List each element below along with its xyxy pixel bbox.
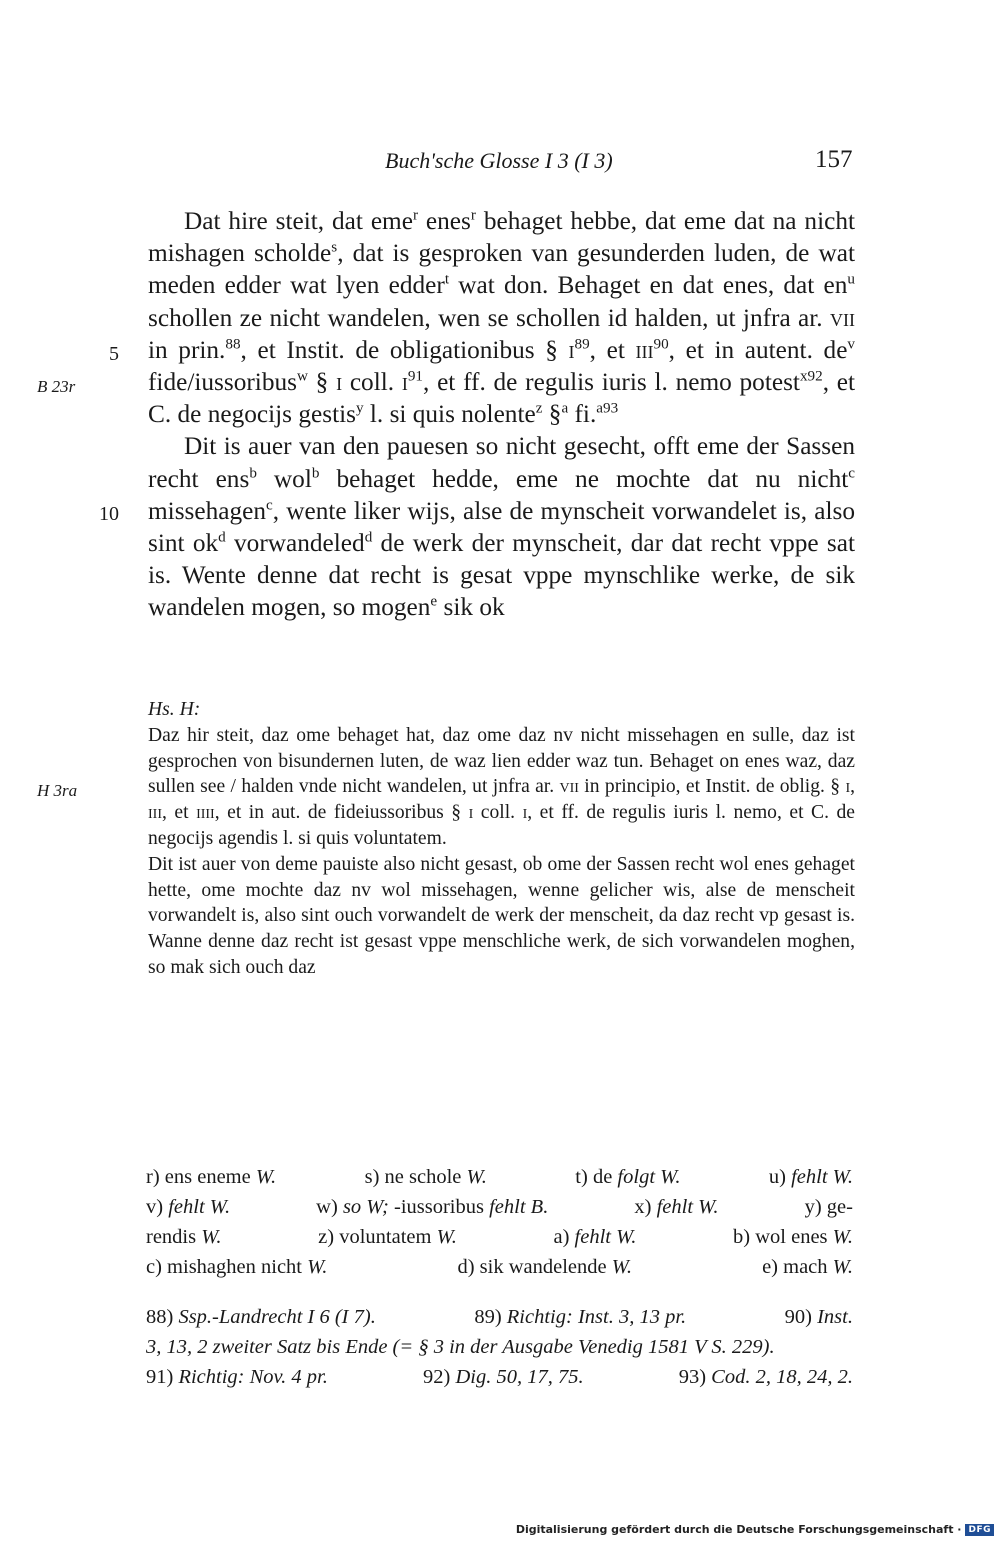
footnote-ref: a93 xyxy=(596,399,619,417)
main-text xyxy=(148,205,855,624)
main-paragraph-1: Dat hire steit, dat eme$^r$ enes$^r$ behaget hebbe, dat eme dat na nicht mishagen scholde$^s$, dat is gesproken van gesunderden luden, de wat meden edder wat lyen edder$^t$ wat don. Behaget en dat enes, dat $en^u$ schollen ze nicht wandelen, wen se schollen id halden, ut jnfra ar. vii in prin.$^{88}$, et Instit. de obligationibus § $i^{89}$, et iii$^{90}$, et in autent. $de^v$ fide/iussoribus$^w$ § i coll. $i^{91}$, et ff. de regulis iuris l. nemo potest$^{x92}$, et C. de negocijs gestis$^y$ l. si quis nolente$^z$ §$^a$ fi.$^{a93}$ xyxy=(148,206,856,429)
sigil: w xyxy=(296,367,308,385)
variant-note-s: s) ne schole W. xyxy=(364,1166,487,1188)
sigil: a xyxy=(561,399,569,417)
siglum-h-3ra: H 3ra xyxy=(37,781,78,800)
funding-credit-text: Digitalisierung gefördert durch die Deutsche Forschungsgemeinschaft · xyxy=(515,1523,962,1536)
variant-note-v: v) fehlt W. xyxy=(146,1196,231,1218)
sigil: e xyxy=(430,593,438,611)
manuscript-heading: Hs. H: xyxy=(148,699,201,720)
hs-paragraph-2: Dit ist auer von deme pauiste also nicht gesast, ob ome der Sassen recht wol enes gehaget hette, ome mochte daz nv wol missehagen, wenne gelicher wis, alse de menscheit vorwandelt is, also sint ouch vorwandelt de werk der menscheit, da daz recht vp gesast is. Wanne denne daz recht ist gesast vppe menschliche werk, de sich vorwandelen moghen, so mak sich ouch daz xyxy=(148,853,855,978)
variant-note-y: y) ge- xyxy=(804,1196,853,1218)
footnote-ref: 90 xyxy=(653,335,669,353)
variant-note-r: r) ens eneme W. xyxy=(146,1166,277,1188)
footnote-ref: 91 xyxy=(407,367,423,385)
siglum-b-23r: B 23r xyxy=(37,377,76,396)
variant-apparatus xyxy=(146,1162,853,1282)
sigil: t xyxy=(444,270,450,288)
sigil: c xyxy=(848,464,855,482)
variant-note-u: u) fehlt W. xyxy=(768,1166,853,1188)
dfg-logo: DFG xyxy=(965,1524,994,1536)
sigil: v xyxy=(847,335,855,353)
sigil: r xyxy=(412,206,419,224)
sigil: d xyxy=(364,528,373,546)
footnote-ref: 89 xyxy=(574,335,590,353)
reference-92: 92) Dig. 50, 17, 75. xyxy=(422,1366,584,1388)
variant-row xyxy=(146,1162,853,1192)
sigil: y xyxy=(355,399,364,417)
variant-row xyxy=(146,1252,853,1282)
reference-90: 90) Inst. xyxy=(784,1306,853,1328)
variant-note-t: t) de folgt W. xyxy=(575,1166,681,1188)
variant-row xyxy=(146,1222,853,1252)
variant-note-x: x) fehlt W. xyxy=(634,1196,719,1218)
main-paragraph-2: Dit is auer van den pauesen so nicht gesecht, offt eme der Sassen recht ens$^b$ wol$^b$ behaget hedde, eme ne mochte dat nu nicht$^c$ missehagen$^c$, wente liker wijs, alse de mynscheit vorwandelet is, also sint $ok^d$ vorwandeled$^d$ de werk der mynscheit, dar dat recht vppe sat is. Wente denne dat recht is gesat vppe mynschlike werke, de sik wandelen mogen, so mogen$^e$ sik ok xyxy=(148,432,856,622)
sigil: b xyxy=(311,464,320,482)
manuscript-h-text xyxy=(148,697,855,981)
variant-note-z: z) voluntatem W. xyxy=(318,1226,457,1248)
page-number: 157 xyxy=(815,146,853,173)
hs-paragraph-1: Daz hir steit, daz ome behaget hat, daz ome daz nv nicht missehagen en sulle, daz ist gesprochen von bisundernen luten, de waz lien edder waz tun. Behaget on enes waz, daz sullen see / halden vnde nicht wandelen, ut jnfra ar. vii in principio, et Instit. de oblig. § i, iii, et iiii, et in aut. de fideiussoribus § i coll. i, et ff. de regulis iuris l. nemo, et C. de negocijs agendis l. si quis voluntatem. xyxy=(148,724,856,849)
reference-90-cont: 3, 13, 2 zweiter Satz bis Ende (= § 3 in der Ausgabe Venedig 1581 V S. 229). xyxy=(146,1336,775,1358)
reference-row xyxy=(146,1362,853,1392)
sigil: c xyxy=(266,496,273,514)
sigil: u xyxy=(847,270,855,288)
reference-89: 89) Richtig: Inst. 3, 13 pr. xyxy=(474,1306,687,1328)
sigil: s xyxy=(331,238,338,256)
sigil: d xyxy=(218,528,226,546)
reference-93: 93) Cod. 2, 18, 24, 2. xyxy=(678,1366,853,1388)
footnote-ref: x92 xyxy=(799,367,823,385)
reference-row xyxy=(146,1302,853,1332)
line-number-10: 10 xyxy=(99,503,119,525)
source-references xyxy=(146,1302,853,1392)
sigil: z xyxy=(535,399,543,417)
variant-row xyxy=(146,1192,853,1222)
funding-credit xyxy=(516,1523,994,1536)
variant-note-b: b) wol enes W. xyxy=(733,1226,853,1248)
reference-91: 91) Richtig: Nov. 4 pr. xyxy=(146,1366,328,1388)
variant-note-y-cont: rendis W. xyxy=(146,1226,222,1248)
variant-note-d: d) sik wandelende W. xyxy=(457,1256,633,1278)
variant-note-a: a) fehlt W. xyxy=(553,1226,637,1248)
line-number-5: 5 xyxy=(109,343,119,365)
sigil: b xyxy=(249,464,257,482)
sigil: r xyxy=(470,206,476,224)
reference-row xyxy=(146,1332,853,1362)
running-header-title: Buch'sche Glosse I 3 (I 3) xyxy=(385,148,613,173)
variant-note-e: e) mach W. xyxy=(762,1256,853,1278)
footnote-ref: 88 xyxy=(225,335,241,353)
variant-note-c: c) mishaghen nicht W. xyxy=(146,1256,328,1278)
reference-88: 88) Ssp.-Landrecht I 6 (I 7). xyxy=(146,1306,376,1328)
variant-note-w: w) so W; -iussoribus fehlt B. xyxy=(316,1196,549,1218)
